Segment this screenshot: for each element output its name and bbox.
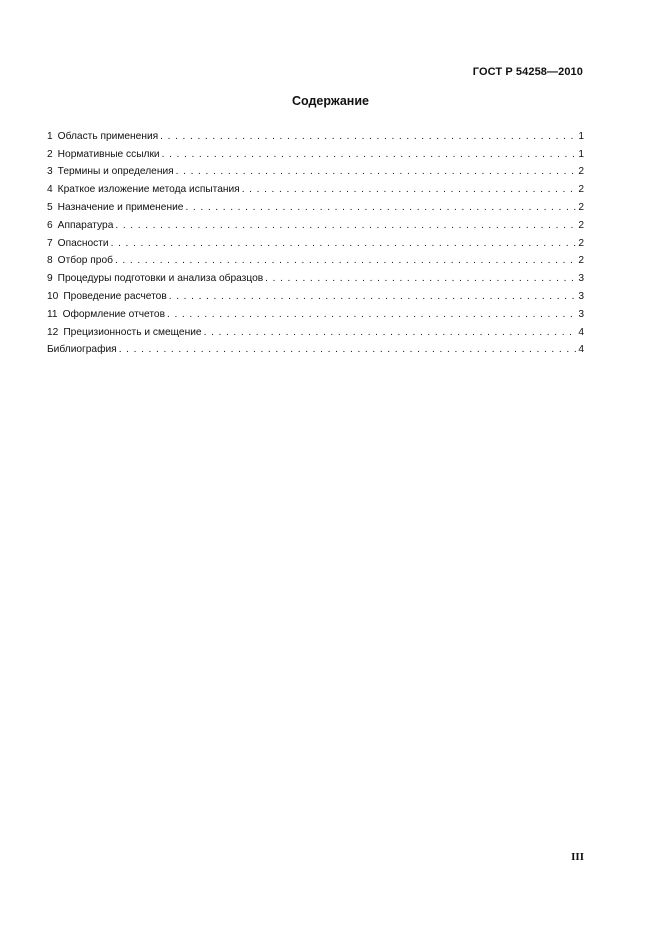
toc-item-number: 7: [47, 237, 53, 249]
toc-item-page: 2: [578, 255, 584, 267]
document-code: ГОСТ Р 54258—2010: [472, 66, 583, 78]
toc-item-label: Аппаратура: [57, 219, 114, 231]
toc-item-label: Опасности: [57, 237, 109, 249]
toc-leader-dots: [160, 149, 578, 161]
toc-item-page: 3: [578, 308, 584, 320]
toc-item-number: 8: [47, 255, 53, 267]
toc-leader-dots: [113, 220, 577, 232]
toc-item-bibliography[interactable]: [47, 339, 584, 357]
toc-item-number: 12: [47, 326, 59, 338]
toc-item-1[interactable]: [47, 125, 584, 143]
toc-item-page: 3: [578, 273, 584, 285]
toc-item-9[interactable]: [47, 267, 584, 285]
toc-item-number: 5: [47, 201, 53, 213]
toc-item-label: Термины и определения: [57, 166, 174, 178]
toc-leader-dots: [167, 291, 578, 303]
toc-item-3[interactable]: [47, 161, 584, 179]
toc-leader-dots: [113, 255, 577, 267]
toc-leader-dots: [109, 238, 578, 250]
toc-leader-dots: [263, 273, 577, 285]
page-number: III: [571, 851, 584, 863]
toc-item-page: 2: [578, 219, 584, 231]
toc-item-label: Прецизионность и смещение: [63, 326, 202, 338]
toc-item-label: Назначение и применение: [57, 201, 184, 213]
toc-item-6[interactable]: [47, 214, 584, 232]
toc-item-number: 2: [47, 148, 53, 160]
toc-item-page: 2: [578, 201, 584, 213]
toc-item-label: Нормативные ссылки: [57, 148, 160, 160]
toc-item-number: 1: [47, 130, 53, 142]
toc-item-number: 4: [47, 184, 53, 196]
toc-item-number: 10: [47, 290, 59, 302]
toc-leader-dots: [240, 184, 578, 196]
toc-leader-dots: [117, 344, 578, 356]
toc-item-page: 2: [578, 166, 584, 178]
toc-item-page: 4: [578, 326, 584, 338]
toc-item-label: Область применения: [57, 130, 159, 142]
toc-item-12[interactable]: [47, 321, 584, 339]
toc-leader-dots: [158, 131, 577, 143]
toc-item-page: 3: [578, 290, 584, 302]
toc-item-4[interactable]: [47, 178, 584, 196]
toc-item-number: 9: [47, 273, 53, 285]
toc-leader-dots: [202, 327, 578, 339]
toc-item-number: 3: [47, 166, 53, 178]
toc-item-8[interactable]: [47, 250, 584, 268]
toc-item-label: Библиография: [47, 344, 117, 356]
toc-item-label: Проведение расчетов: [63, 290, 167, 302]
toc-title: Содержание: [291, 94, 369, 108]
toc-item-page: 2: [578, 184, 584, 196]
toc-item-page: 4: [578, 344, 584, 356]
toc-leader-dots: [183, 202, 577, 214]
toc-leader-dots: [165, 309, 577, 321]
toc-item-label: Краткое изложение метода испытания: [57, 184, 240, 196]
toc-item-10[interactable]: [47, 285, 584, 303]
toc-leader-dots: [174, 166, 578, 178]
toc-item-5[interactable]: [47, 196, 584, 214]
toc-item-2[interactable]: [47, 143, 584, 161]
toc-item-page: 1: [578, 130, 584, 142]
toc-item-label: Оформление отчетов: [62, 308, 166, 320]
toc-item-label: Отбор проб: [57, 255, 113, 267]
toc-item-number: 11: [47, 308, 58, 320]
toc-item-page: 1: [578, 148, 584, 160]
toc-item-7[interactable]: [47, 232, 584, 250]
toc-item-label: Процедуры подготовки и анализа образцов: [57, 273, 264, 285]
table-of-contents: [47, 125, 584, 356]
toc-item-page: 2: [578, 237, 584, 249]
toc-item-11[interactable]: [47, 303, 584, 321]
toc-item-number: 6: [47, 219, 53, 231]
